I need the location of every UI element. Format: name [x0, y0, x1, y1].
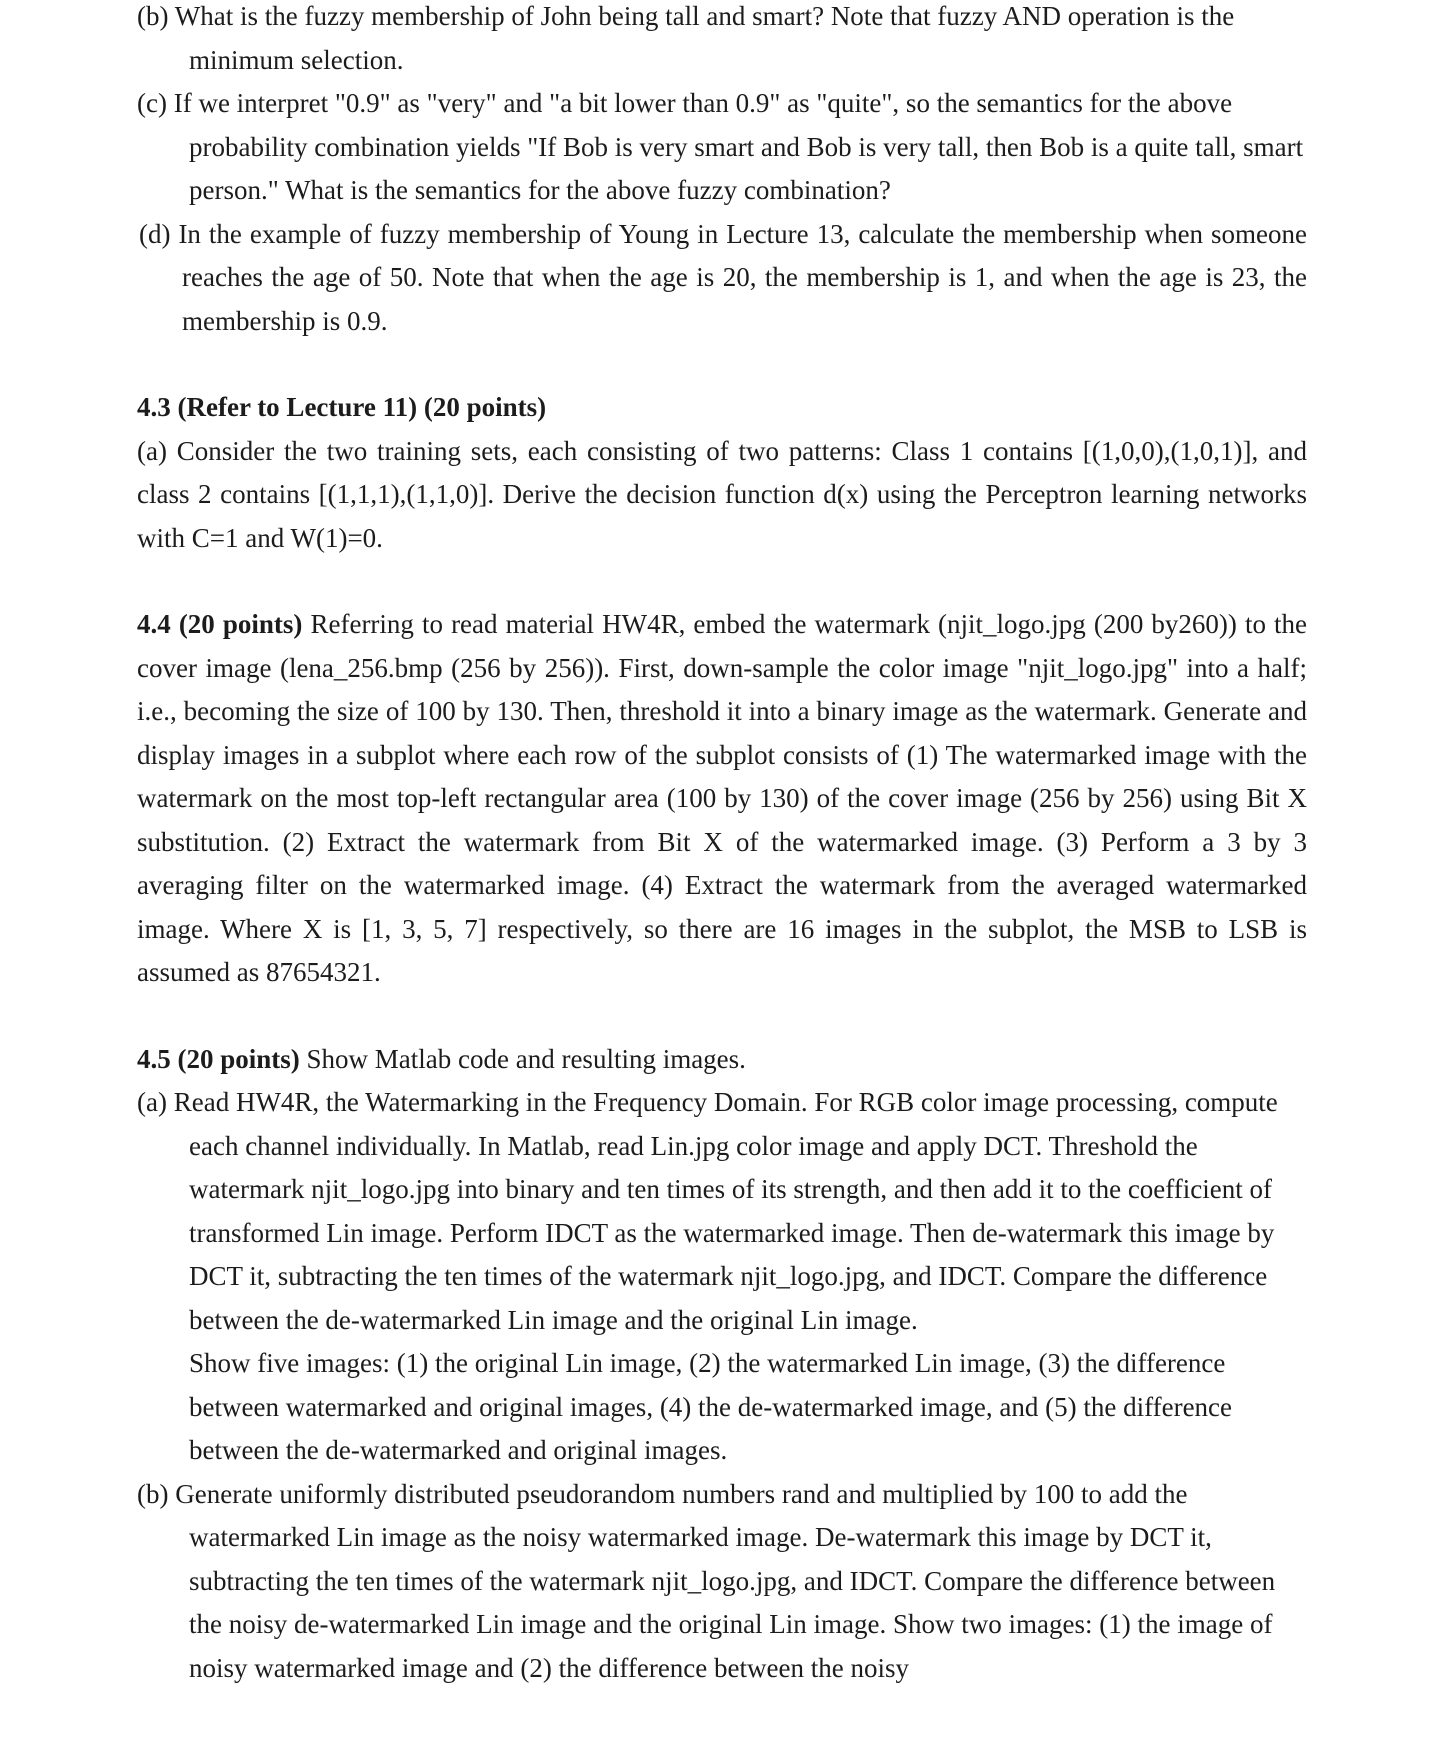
section-4-5-label: 4.5 (20 points): [137, 1043, 300, 1074]
question-4-5-b: (b) Generate uniformly distributed pseudorandom numbers rand and multiplied by 100 to add the watermarked Lin image as the noisy watermarked image. De-watermark this image by DCT it, subtracting the ten times of the watermark njit_logo.jpg, and IDCT. Compare the difference between the noisy de-watermarked Lin image and the original Lin image. Show two images: (1) the image of noisy watermarked image and (2) the difference between the noisy: [137, 1478, 1276, 1683]
section-4-4: [137, 603, 1307, 995]
question-4-5-a-show: Show five images: (1) the original Lin image, (2) the watermarked Lin image, (3) the difference between watermarked and original images, (4) the de-watermarked image, and (5) the difference between the de-watermarked and original images.: [189, 1348, 1233, 1465]
question-4-2-c: (c) If we interpret "0.9" as "very" and "a bit lower than 0.9" as "quite", so the semantics for the above probability combination yields "If Bob is very smart and Bob is very tall, then Bob is a quite tall, smart person." What is the semantics for the above fuzzy combination?: [137, 88, 1304, 205]
section-gap: [137, 995, 1307, 1038]
section-4-3-heading: 4.3 (Refer to Lecture 11) (20 points): [137, 392, 547, 422]
section-4-5-heading: [137, 1038, 1307, 1082]
section-4-4-label: 4.4 (20 points): [137, 609, 303, 639]
section-4-4-body: Referring to read material HW4R, embed the watermark (njit_logo.jpg (200 by260)) to the cover image (lena_256.bmp (256 by 256)). First, down-sample the color image "njit_logo.jpg" into a half; i.e., becoming the size of 100 by 130. Then, threshold it into a binary image as the watermark. Generate and display images in a subplot where each row of the subplot consists of (1) The watermarked image with the watermark on the most top-left rectangular area (100 by 130) of the cover image (256 by 256) using Bit X substitution. (2) Extract the watermark from Bit X of the watermarked image. (3) Perform a 3 by 3 averaging filter on the watermarked image. (4) Extract the watermark from the averaged watermarked image. Where X is [1, 3, 5, 7] respectively, so there are 16 images in the subplot, the MSB to LSB is assumed as 87654321.: [137, 609, 1308, 987]
question-4-3-a: (a) Consider the two training sets, each consisting of two patterns: Class 1 contains [(1,0,0),(1,0,1)], and class 2 contains [(1,1,1),(1,1,0)]. Derive the decision function d(x) using the Perceptron learning networks with C=1 and W(1)=0.: [137, 435, 1307, 553]
section-gap: [137, 560, 1307, 603]
question-4-5-a: (a) Read HW4R, the Watermarking in the Frequency Domain. For RGB color image processing, compute each channel individually. In Matlab, read Lin.jpg color image and apply DCT. Threshold the watermark njit_logo.jpg into binary and ten times of its strength, and then add it to the coefficient of transformed Lin image. Perform IDCT as the watermarked image. Then de-watermark this image by DCT it, subtracting the ten times of the watermark njit_logo.jpg, and IDCT. Compare the difference between the de-watermarked Lin image and the original Lin image.: [137, 1087, 1278, 1335]
document-page: [137, 0, 1307, 1690]
question-4-2-b: (b) What is the fuzzy membership of John being tall and smart? Note that fuzzy AND operation is the minimum selection.: [137, 1, 1235, 75]
question-4-2-d: (d) In the example of fuzzy membership of Young in Lecture 13, calculate the membership when someone reaches the age of 50. Note that when the age is 20, the membership is 1, and when the age is 23, the membership is 0.9.: [139, 218, 1307, 336]
section-gap: [137, 343, 1307, 386]
section-4-5-intro: Show Matlab code and resulting images.: [299, 1043, 746, 1074]
